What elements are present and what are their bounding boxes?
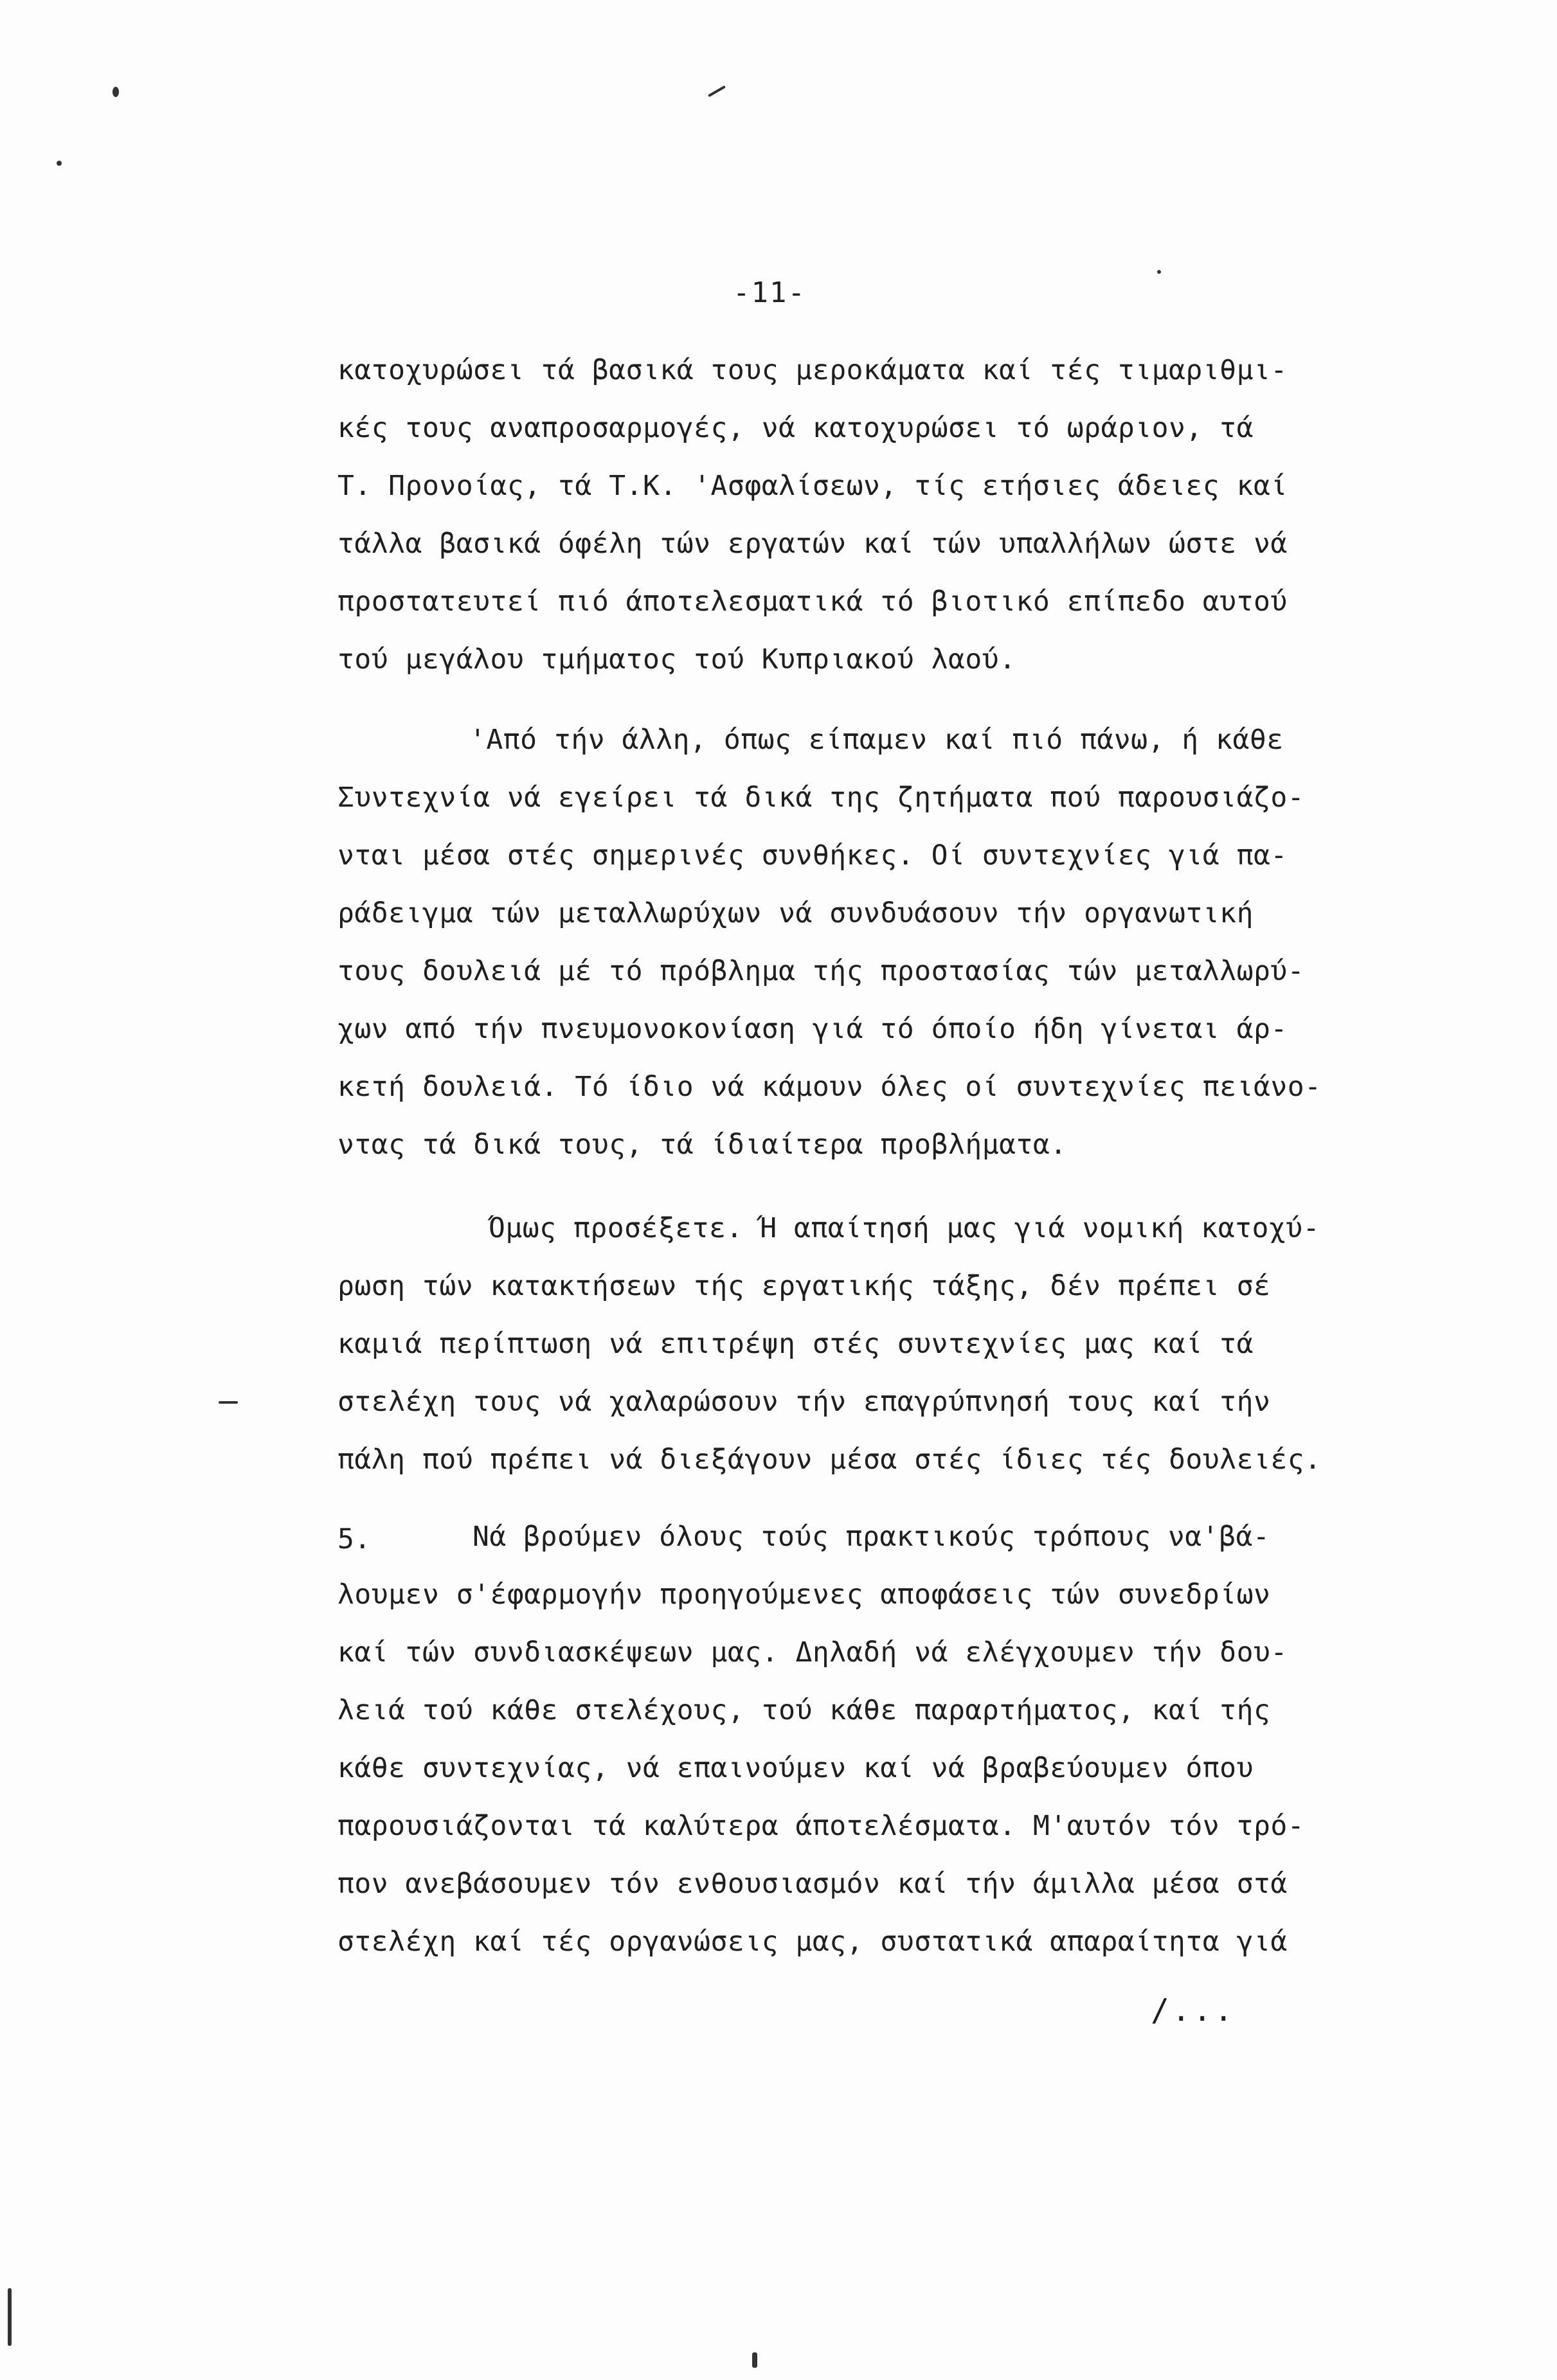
text-line: στελέχη τους νά χαλαρώσουν τήν επαγρύπνησή τους καί τήν: [338, 1386, 1271, 1418]
scan-speck: [8, 2288, 12, 2346]
text-line: ράδειγμα τών μεταλλωρύχων νά συνδυάσουν τήν οργανωτική: [338, 897, 1254, 929]
page-number: -11-: [733, 276, 806, 309]
text-line: πον ανεβάσουμεν τόν ενθουσιασμόν καί τήν άμιλλα μέσα στά: [338, 1868, 1288, 1900]
scan-speck: [752, 2352, 757, 2368]
text-line: Όμως προσέξετε. Ή απαίτησή μας γιά νομική κατοχύ-: [489, 1212, 1320, 1244]
text-line: καί τών συνδιασκέψεων μας. Δηλαδή νά ελέγχουμεν τήν δου-: [338, 1636, 1288, 1669]
continuation-mark: /...: [1151, 1992, 1236, 2028]
text-line: κάθε συντεχνίας, νά επαινούμεν καί νά βραβεύουμεν όπου: [338, 1752, 1254, 1784]
text-line: τού μεγάλου τμήματος τού Κυπριακού λαού.: [338, 643, 1016, 676]
scan-speck: [57, 161, 62, 166]
text-line: κετή δουλειά. Τό ίδιο νά κάμουν όλες οί συντεχνίες πειάνο-: [338, 1071, 1322, 1103]
scan-speck: [708, 85, 726, 97]
text-line: λουμεν σ'έφαρμογήν προηγούμενες αποφάσεις τών συνεδρίων: [338, 1579, 1271, 1611]
text-line: πάλη πού πρέπει νά διεξάγουν μέσα στές ίδιες τές δουλειές.: [338, 1444, 1322, 1476]
text-line: τάλλα βασικά όφέλη τών εργατών καί τών υπαλλήλων ώστε νά: [338, 528, 1288, 560]
text-line: χων από τήν πνευμονοκονίαση γιά τό όποίο ήδη γίνεται άρ-: [338, 1013, 1288, 1045]
text-line: καμιά περίπτωση νά επιτρέψη στές συντεχνίες μας καί τά: [338, 1328, 1254, 1360]
text-line: λειά τού κάθε στελέχους, τού κάθε παραρτήματος, καί τής: [338, 1694, 1271, 1726]
text-line: κατοχυρώσει τά βασικά τους μεροκάματα καί τές τιμαριθμι-: [338, 354, 1288, 386]
text-line: ρωση τών κατακτήσεων τής εργατικής τάξης, δέν πρέπει σέ: [338, 1270, 1271, 1302]
text-line: Τ. Προνοίας, τά Τ.Κ. 'Ασφαλίσεων, τίς ετήσιες άδειες καί: [338, 470, 1288, 502]
scan-speck: [1157, 270, 1161, 274]
scan-speck: [219, 1401, 238, 1404]
text-line: τους δουλειά μέ τό πρόβλημα τής προστασίας τών μεταλλωρύ-: [338, 955, 1305, 987]
section-number: 5.: [338, 1523, 371, 1555]
text-line: κές τους αναπροσαρμογές, νά κατοχυρώσει τό ωράριον, τά: [338, 412, 1254, 444]
text-line: Συντεχνία νά εγείρει τά δικά της ζητήματα πού παρουσιάζο-: [338, 782, 1305, 814]
text-line: προστατευτεί πιό άποτελεσματικά τό βιοτικό επίπεδο αυτού: [338, 586, 1288, 618]
scan-speck: [113, 87, 119, 97]
text-line: στελέχη καί τές οργανώσεις μας, συστατικά απαραίτητα γιά: [338, 1926, 1288, 1958]
text-line: 'Από τήν άλλη, όπως είπαμεν καί πιό πάνω, ή κάθε: [469, 724, 1284, 756]
text-line: Νά βρούμεν όλους τούς πρακτικούς τρόπους να'βά-: [473, 1521, 1270, 1553]
text-line: νται μέσα στές σημερινές συνθήκες. Οί συντεχνίες γιά πα-: [338, 839, 1288, 872]
text-line: ντας τά δικά τους, τά ίδιαίτερα προβλήματα.: [338, 1129, 1067, 1161]
text-line: παρουσιάζονται τά καλύτερα άποτελέσματα. Μ'αυτόν τόν τρό-: [338, 1810, 1305, 1842]
